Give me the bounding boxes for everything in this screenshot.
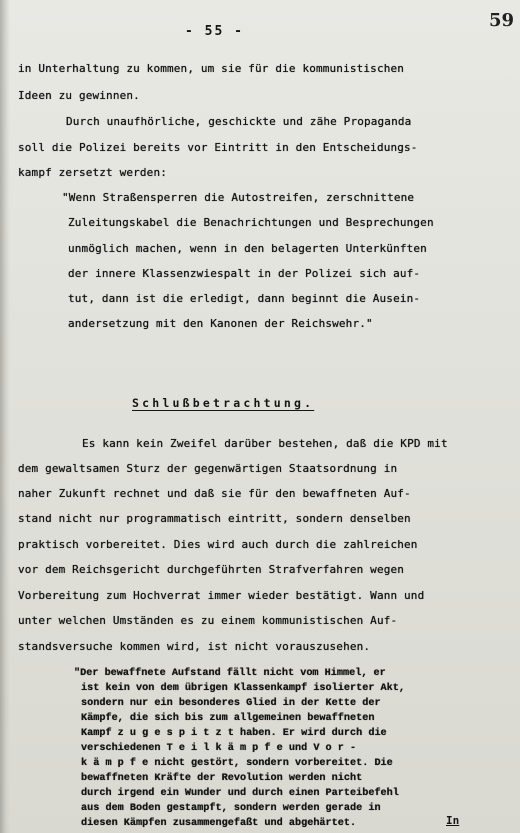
page-edge-shadow xyxy=(0,0,10,833)
quote-line: der innere Klassenzwiespalt in der Polizei sich auf- xyxy=(68,267,421,280)
quote-line: diesen Kämpfen zusammengefaßt und abgehärtet. xyxy=(81,818,357,829)
quote-line: k ä m p f e nicht gestört, sondern vorbereitet. Die xyxy=(81,758,393,769)
text-line: Durch unaufhörliche, geschickte und zähe Propaganda xyxy=(66,115,412,128)
folio-number: 59 xyxy=(489,10,515,31)
text-line: praktisch vorbereitet. Dies wird auch durch die zahlreichen xyxy=(18,538,418,551)
text-line: Vorbereitung zum Hochverrat immer wieder bestätigt. Wann und xyxy=(18,589,425,602)
text-line: Ideen zu gewinnen. xyxy=(18,89,140,102)
text-line: unter welchen Umständen es zu einem kommunistischen Auf- xyxy=(18,614,398,627)
catchword: In xyxy=(446,814,460,827)
quote-line: sondern nur ein besonderes Glied in der Kette der xyxy=(81,698,381,709)
quote-line: tut, dann ist die erledigt, dann beginnt die Ausein- xyxy=(68,292,421,305)
quote-line: Zuleitungskabel die Benachrichtungen und Besprechungen xyxy=(68,216,434,229)
text-line: standsversuche kommen wird, ist nicht vorauszusehen. xyxy=(18,640,371,653)
text-line: vor dem Reichsgericht durchgeführten Strafverfahren wegen xyxy=(18,563,405,576)
section-heading: Schlußbetrachtung. xyxy=(132,396,315,410)
quote-line: bewaffneten Kräfte der Revolution werden nicht xyxy=(81,773,363,784)
text-line: Es kann kein Zweifel darüber bestehen, daß die KPD mit xyxy=(82,437,448,450)
text-line: in Unterhaltung zu kommen, um sie für die kommunistischen xyxy=(18,62,405,75)
quote-line: durch irgend ein Wunder und durch einen Parteibefehl xyxy=(81,788,399,799)
quote-line: Kampf z u g e s p i t z t haben. Er wird durch die xyxy=(81,728,387,739)
text-line: soll die Polizei bereits vor Eintritt in den Entscheidungs- xyxy=(18,141,418,154)
quote-line: aus dem Boden gestampft, sondern werden gerade in xyxy=(81,803,381,814)
quote-line: ist kein von dem übrigen Klassenkampf isolierter Akt, xyxy=(81,683,406,694)
quote-line: Kämpfe, die sich bis zum allgemeinen bewaffneten xyxy=(81,713,375,724)
page-number: - 55 - xyxy=(185,24,244,39)
text-line: stand nicht nur programmatisch eintritt, sondern denselben xyxy=(18,512,411,525)
quote-line: andersetzung mit den Kanonen der Reichswehr." xyxy=(68,317,373,330)
text-line: kampf zersetzt werden: xyxy=(18,166,167,179)
quote-line: unmöglich machen, wenn in den belagerten Unterkünften xyxy=(68,242,427,255)
quote-line: verschiedenen T e i l k ä m p f e und V o r - xyxy=(81,743,357,754)
quote-line: "Wenn Straßensperren die Autostreifen, zerschnittene xyxy=(62,191,415,204)
quote-line: "Der bewaffnete Aufstand fällt nicht vom Himmel, er xyxy=(74,668,386,679)
text-line: dem gewaltsamen Sturz der gegenwärtigen Staatsordnung in xyxy=(18,462,398,475)
text-line: naher Zukunft rechnet und daß sie für den bewaffneten Auf- xyxy=(18,487,411,500)
